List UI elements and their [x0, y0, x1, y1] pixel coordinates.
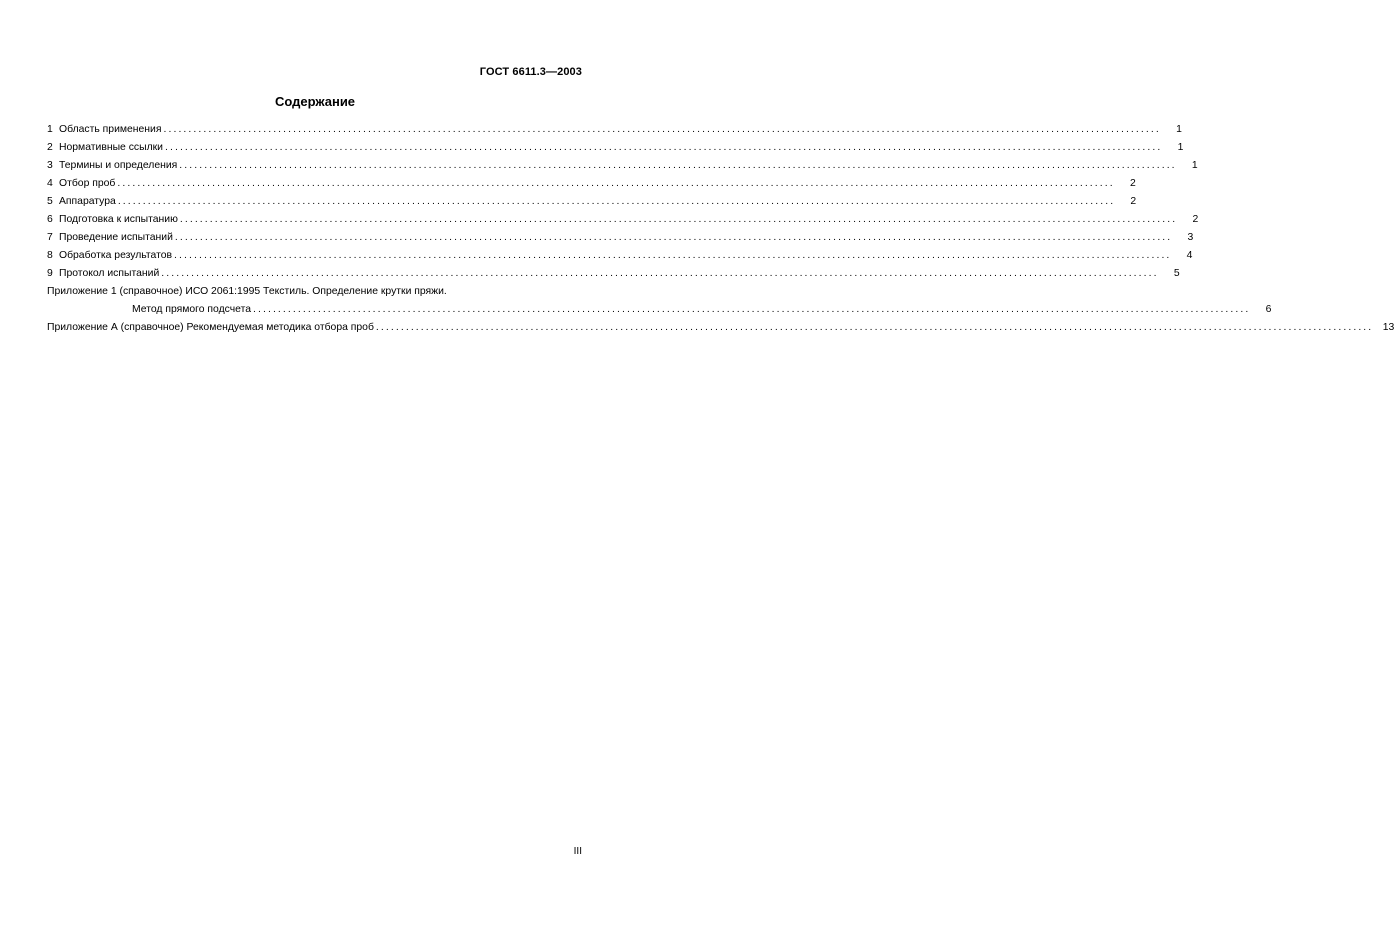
toc-entry-title: Термины и определения [59, 160, 178, 171]
toc-entry-number: 6 [47, 214, 53, 225]
toc-entry-title: Протокол испытаний [59, 268, 160, 279]
toc-annex-1[interactable] [47, 283, 582, 301]
toc-entry-number: 7 [47, 232, 53, 243]
toc-leader-dots: ........................................................................................................................................................................................................ [161, 268, 1159, 279]
toc-entry-number: 4 [47, 178, 53, 189]
toc-entry[interactable] [47, 139, 1184, 157]
toc-entry-label [47, 193, 116, 211]
toc-entry-page: 3 [1187, 232, 1194, 243]
toc-entry-title: Нормативные ссылки [59, 142, 163, 153]
toc-leader-dots: ........................................................................................................................................................................................................ [164, 142, 1163, 153]
toc-entry[interactable] [47, 229, 1194, 247]
toc-entry-label [47, 229, 173, 247]
toc-leader-dots: ........................................................................................................................................................................................................ [179, 160, 1177, 171]
toc-entry-label [47, 175, 115, 193]
toc-entry-number: 5 [47, 196, 53, 207]
toc-leader-dots: ........................................................................................................................................................................................................ [163, 124, 1161, 135]
toc-entry-number: 1 [47, 124, 53, 135]
toc-leader-dots: ........................................................................................................................................................................................................ [174, 250, 1172, 261]
page-number: III [573, 846, 582, 857]
toc-entry-label [47, 157, 177, 175]
toc-entry-label [47, 139, 163, 157]
toc-entry-title: Область применения [59, 124, 162, 135]
toc-annex-1-continuation[interactable] [47, 301, 1272, 319]
toc-leader-dots: ........................................................................................................................................................................................................ [174, 232, 1173, 243]
toc-annex-a-title: Приложение А (справочное) Рекомендуемая методика отбора проб [47, 322, 374, 333]
toc-annex-1-subtitle: Метод прямого подсчета [132, 304, 251, 315]
toc-entry-number: 3 [47, 160, 53, 171]
toc-entry-title: Аппаратура [59, 196, 116, 207]
toc-entry-page: 1 [1191, 160, 1198, 171]
toc-entry-number: 9 [47, 268, 53, 279]
toc-entry[interactable] [47, 175, 1136, 193]
toc-entry-number: 2 [47, 142, 53, 153]
toc-entry-title: Проведение испытаний [59, 232, 173, 243]
toc-leader-dots: ........................................................................................................................................................................................................ [375, 322, 1374, 333]
toc-entry[interactable] [47, 157, 1198, 175]
toc-entry[interactable] [47, 121, 1182, 139]
toc-entry-page: 1 [1177, 142, 1184, 153]
toc-annex-1-page: 6 [1265, 304, 1272, 315]
table-of-contents [47, 121, 1394, 337]
toc-entry[interactable] [47, 211, 1199, 229]
toc-entry-title: Подготовка к испытанию [59, 214, 178, 225]
toc-entry-page: 4 [1186, 250, 1193, 261]
toc-entry[interactable] [47, 193, 1137, 211]
toc-leader-dots: ........................................................................................................................................................................................................ [253, 304, 1251, 315]
toc-leader-dots: ........................................................................................................................................................................................................ [179, 214, 1178, 225]
toc-entry-label [47, 247, 172, 265]
toc-entry[interactable] [47, 247, 1193, 265]
document-code: ГОСТ 6611.3—2003 [479, 66, 582, 78]
toc-entry-title: Обработка результатов [59, 250, 173, 261]
toc-entry-label [47, 121, 161, 139]
toc-entry-label [47, 211, 178, 229]
toc-entry-page: 2 [1130, 196, 1137, 207]
toc-annex-1-heading: Приложение 1 (справочное) ИСО 2061:1995 Текстиль. Определение крутки пряжи. [47, 286, 447, 297]
toc-leader-dots: ........................................................................................................................................................................................................ [117, 196, 1116, 207]
toc-annex-a-page: 13 [1382, 322, 1394, 333]
toc-entry-number: 8 [47, 250, 53, 261]
toc-entry-title: Отбор проб [59, 178, 116, 189]
toc-entry-page: 5 [1173, 268, 1180, 279]
toc-leader-dots: ........................................................................................................................................................................................................ [117, 178, 1115, 189]
toc-entry-label [47, 265, 159, 283]
toc-entry-page: 1 [1176, 124, 1182, 135]
toc-title: Содержание [274, 94, 356, 109]
toc-entry[interactable] [47, 265, 1180, 283]
toc-entry-page: 2 [1129, 178, 1136, 189]
toc-annex-a[interactable] [47, 319, 1394, 337]
toc-entry-page: 2 [1192, 214, 1199, 225]
